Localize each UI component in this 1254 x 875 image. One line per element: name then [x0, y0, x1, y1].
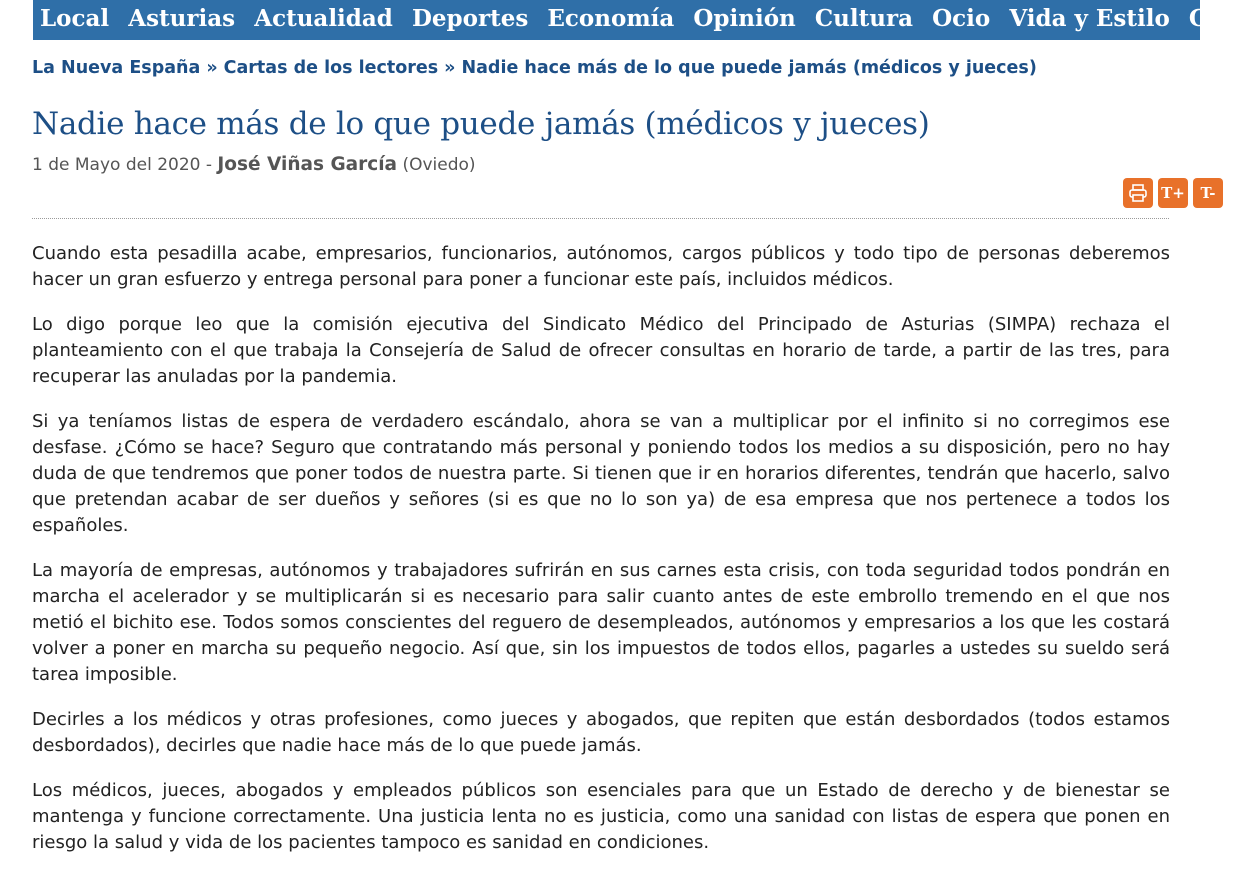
breadcrumb-site-link[interactable]: La Nueva España: [32, 58, 201, 78]
article-title: Nadie hace más de lo que puede jamás (médicos y jueces): [32, 106, 930, 142]
decrease-text-size-button[interactable]: T-: [1193, 178, 1223, 208]
breadcrumb-current-link[interactable]: Nadie hace más de lo que puede jamás (médicos y jueces): [461, 58, 1037, 78]
top-navigation: [33, 0, 1247, 40]
article-paragraph: La mayoría de empresas, autónomos y trabajadores sufrirán en sus carnes esta crisis, con toda seguridad todos pondrán en marcha el acelerador y se multiplicarán si es necesario para salir cuanto antes de este embrollo tremendo en el que nos metió el bichito ese. Todos somos conscientes del reguero de desempleados, autónomos y empresarios a los que les costará volver a poner en marcha su pequeño negocio. Así que, sin los impuestos de todos ellos, pagarles a ustedes su sueldo será tarea imposible.: [32, 560, 1170, 685]
article-paragraph: Decirles a los médicos y otras profesiones, como jueces y abogados, que repiten que están desbordados (todos estamos desbordados), decirles que nadie hace más de lo que puede jamás.: [32, 709, 1170, 756]
nav-item-com[interactable]: Com: [1188, 5, 1247, 32]
breadcrumb-separator: »: [444, 58, 456, 78]
nav-item-local[interactable]: Local: [40, 5, 110, 32]
nav-item-opinion[interactable]: Opinión: [693, 5, 796, 32]
nav-item-vida-y-estilo[interactable]: Vida y Estilo: [1009, 5, 1170, 32]
article-byline: [32, 154, 476, 175]
article-paragraph: Lo digo porque leo que la comisión ejecutiva del Sindicato Médico del Principado de Asturias (SIMPA) rechaza el planteamiento con el que trabaja la Consejería de Salud de ofrecer consultas en horario de tarde, a partir de las tres, para recuperar las anuladas por la pandemia.: [32, 314, 1170, 387]
byline-dash: -: [205, 155, 213, 175]
print-icon: [1128, 183, 1148, 203]
article-location: (Oviedo): [402, 155, 476, 175]
increase-text-size-button[interactable]: T+: [1158, 178, 1188, 208]
article-paragraph: Los médicos, jueces, abogados y empleados públicos son esenciales para que un Estado de derecho y de bienestar se mantenga y funcione correctamente. Una justicia lenta no es justicia, como una sanidad con listas de espera que ponen en riesgo la salud y vida de los pacientes tampoco es sanidad en condiciones.: [32, 780, 1170, 853]
breadcrumb-separator: »: [206, 58, 218, 78]
article-date: 1 de Mayo del 2020: [32, 155, 201, 175]
nav-item-ocio[interactable]: Ocio: [932, 5, 991, 32]
nav-item-asturias[interactable]: Asturias: [128, 5, 236, 32]
nav-item-deportes[interactable]: Deportes: [411, 5, 529, 32]
article-paragraph: Cuando esta pesadilla acabe, empresarios, funcionarios, autónomos, cargos públicos y todo tipo de personas deberemos hacer un gran esfuerzo y entrega personal para poner a funcionar este país, incluidos médicos.: [32, 243, 1170, 290]
article-body: [32, 241, 1170, 875]
nav-item-actualidad[interactable]: Actualidad: [254, 5, 393, 32]
nav-item-cultura[interactable]: Cultura: [814, 5, 914, 32]
article-author: José Viñas García: [217, 154, 398, 175]
divider: [32, 218, 1169, 219]
nav-item-economia[interactable]: Economía: [547, 5, 675, 32]
article-tools: [1123, 178, 1223, 208]
article-paragraph: Si ya teníamos listas de espera de verdadero escándalo, ahora se van a multiplicar por el infinito si no corregimos ese desfase. ¿Cómo se hace? Seguro que contratando más personal y poniendo todos los medios a su disposición, pero no hay duda de que tendremos que poner todos de nuestra parte. Si tienen que ir en horarios diferentes, tendrán que hacerlo, salvo que pretendan acabar de ser dueños y señores (si es que no lo son ya) de esa empresa que nos pertenece a todos los españoles.: [32, 411, 1170, 536]
print-button[interactable]: [1123, 178, 1153, 208]
breadcrumb-section-link[interactable]: Cartas de los lectores: [223, 58, 439, 78]
breadcrumb: [32, 58, 1037, 78]
